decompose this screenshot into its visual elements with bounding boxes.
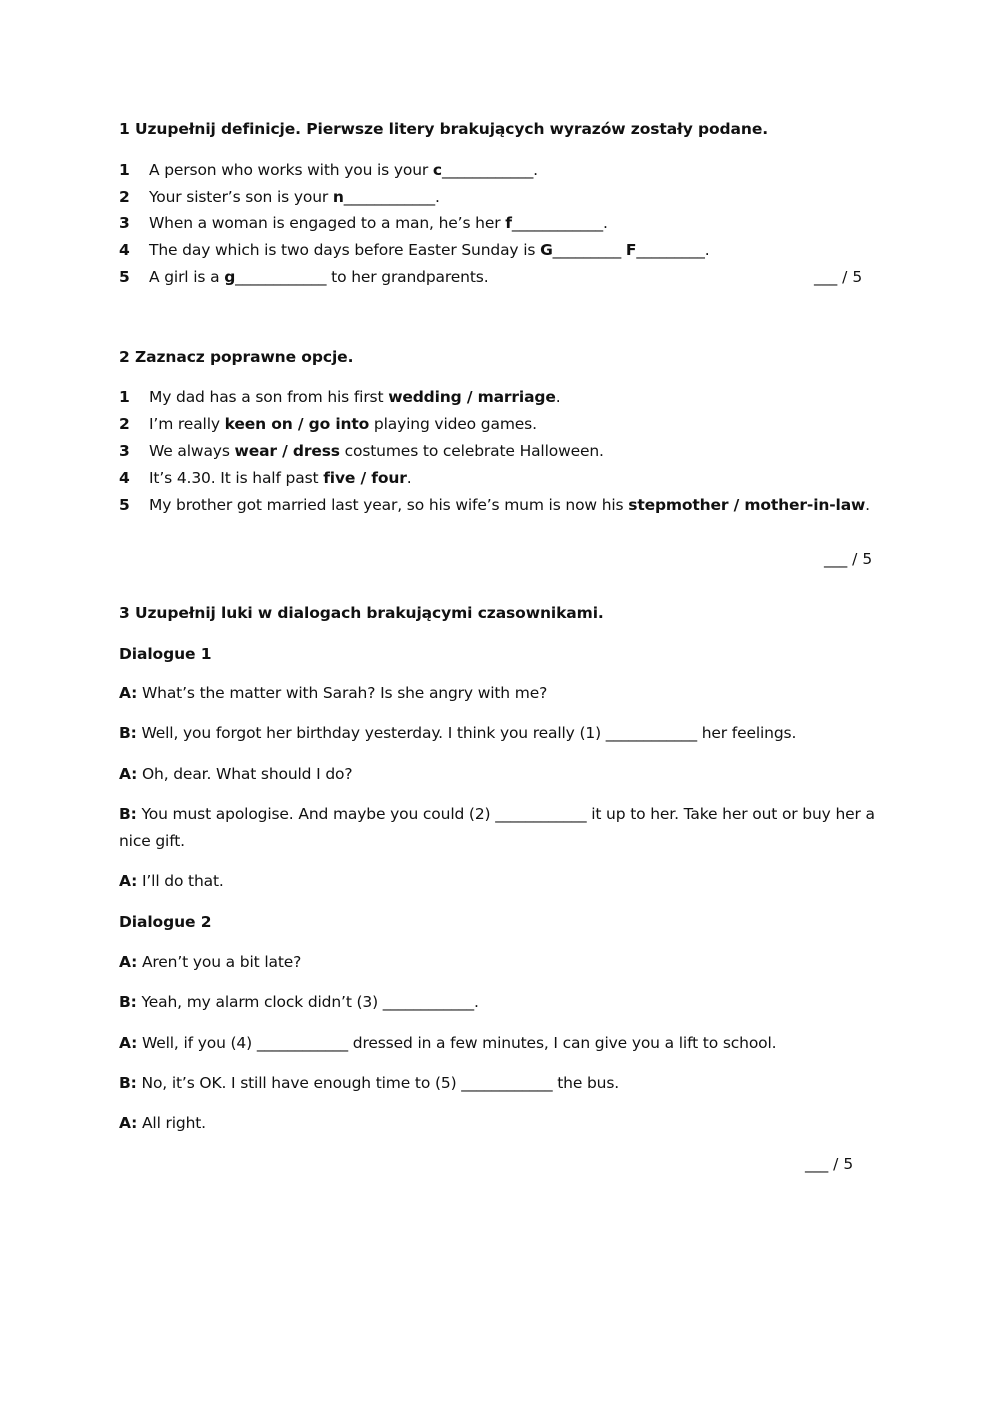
dialogue-line [119,989,879,1016]
line-text[interactable]: Well, you forgot her birthday yesterday. I think you really (1) ____________ her feelings. [136,724,797,742]
item-number: 4 [119,469,130,487]
item-number: 3 [119,442,130,460]
item-end: . [533,161,538,179]
answer-blank[interactable]: ____________ [441,161,534,179]
line-text: What’s the matter with Sarah? Is she angry with me? [137,684,548,702]
speaker: A: [119,684,138,702]
speaker: A: [119,765,138,783]
line-text[interactable]: Yeah, my alarm clock didn’t (3) ____________. [136,993,479,1011]
speaker: A: [119,872,138,890]
first-letter: G [540,241,553,259]
answer-options[interactable]: wear / dress [234,442,340,460]
answer-options[interactable]: wedding / marriage [388,388,556,406]
line-text[interactable]: You must apologise. And maybe you could (2) ____________ it up to her. Take her out or buy her a nice gift. [119,805,875,850]
dialogue2-title: Dialogue 2 [119,913,212,931]
speaker: B: [119,805,137,823]
line-text: Oh, dear. What should I do? [137,765,353,783]
section1-heading: 1 Uzupełnij definicje. Pierwsze litery brakujących wyrazów zostały podane. [119,120,769,138]
dialogue1-title: Dialogue 1 [119,645,212,663]
item-text: The day which is two days before Easter Sunday is [149,241,541,259]
second-letter: F [625,241,637,259]
item-text: I’m really [149,415,225,433]
item-end: playing video games. [369,415,537,433]
first-letter: g [224,268,236,286]
line-text: Aren’t you a bit late? [137,953,302,971]
item-number: 4 [119,241,130,259]
item-end: to her grandparents. [326,268,489,286]
item-text: When a woman is engaged to a man, he’s her [149,214,506,232]
speaker: A: [119,953,138,971]
item-number: 3 [119,214,130,232]
item-number: 2 [119,415,130,433]
first-letter: c [432,161,442,179]
item-end: . [434,188,440,206]
answer-options[interactable]: five / four [323,469,407,487]
section2-heading: 2 Zaznacz poprawne opcje. [119,348,354,366]
item-number: 5 [119,268,130,286]
line-text: All right. [137,1114,206,1132]
item-end: . [704,241,710,259]
line-text[interactable]: No, it’s OK. I still have enough time to (5) ____________ the bus. [136,1074,620,1092]
item-number: 1 [119,388,130,406]
item-end: . [865,496,870,514]
section3-heading: 3 Uzupełnij luki w dialogach brakującymi czasownikami. [119,604,604,622]
dialogue-line [119,949,879,976]
item-number: 1 [119,161,130,179]
dialogue-line [119,1110,879,1137]
line-text[interactable]: Well, if you (4) ____________ dressed in a few minutes, I can give you a lift to school. [137,1034,777,1052]
speaker: B: [119,1074,137,1092]
item-end: . [555,388,561,406]
item-number: 2 [119,188,130,206]
dialogue-line [119,1030,879,1057]
dialogue-line [119,680,879,707]
answer-blank[interactable]: ____________ [343,188,435,206]
first-letter: f [505,214,512,232]
item-text: A girl is a [149,268,225,286]
answer-blank[interactable]: ____________ [511,214,604,232]
section1-score: ___ / 5 [814,268,863,286]
item-number: 5 [119,496,130,514]
speaker: A: [119,1034,138,1052]
item-text: We always [149,442,235,460]
answer-blank-2[interactable]: _________ [636,241,705,259]
first-letter: n [332,188,344,206]
item-text: Your sister’s son is your [149,188,333,206]
dialogue-line [119,1070,879,1097]
item-text: A person who works with you is your [149,161,433,179]
dialogue-line [119,720,879,747]
answer-blank[interactable]: ____________ [235,268,327,286]
dialogue-line [119,868,879,895]
item-end: . [406,469,412,487]
section3-score: ___ / 5 [805,1155,854,1173]
item-end: costumes to celebrate Halloween. [339,442,604,460]
item-text: My dad has a son from his first [149,388,389,406]
section2-score: ___ / 5 [824,550,873,568]
answer-options[interactable]: keen on / go into [224,415,370,433]
speaker: B: [119,993,137,1011]
speaker: A: [119,1114,138,1132]
item-text: My brother got married last year, so his wife’s mum is now his [149,496,629,514]
item-text: It’s 4.30. It is half past [149,469,324,487]
answer-blank[interactable]: _________ [552,241,626,259]
item-end: . [603,214,608,232]
dialogue-line [119,761,879,788]
dialogue-line [119,801,879,855]
speaker: B: [119,724,137,742]
answer-options[interactable]: stepmother / mother-in-law [628,496,866,514]
line-text: I’ll do that. [137,872,224,890]
